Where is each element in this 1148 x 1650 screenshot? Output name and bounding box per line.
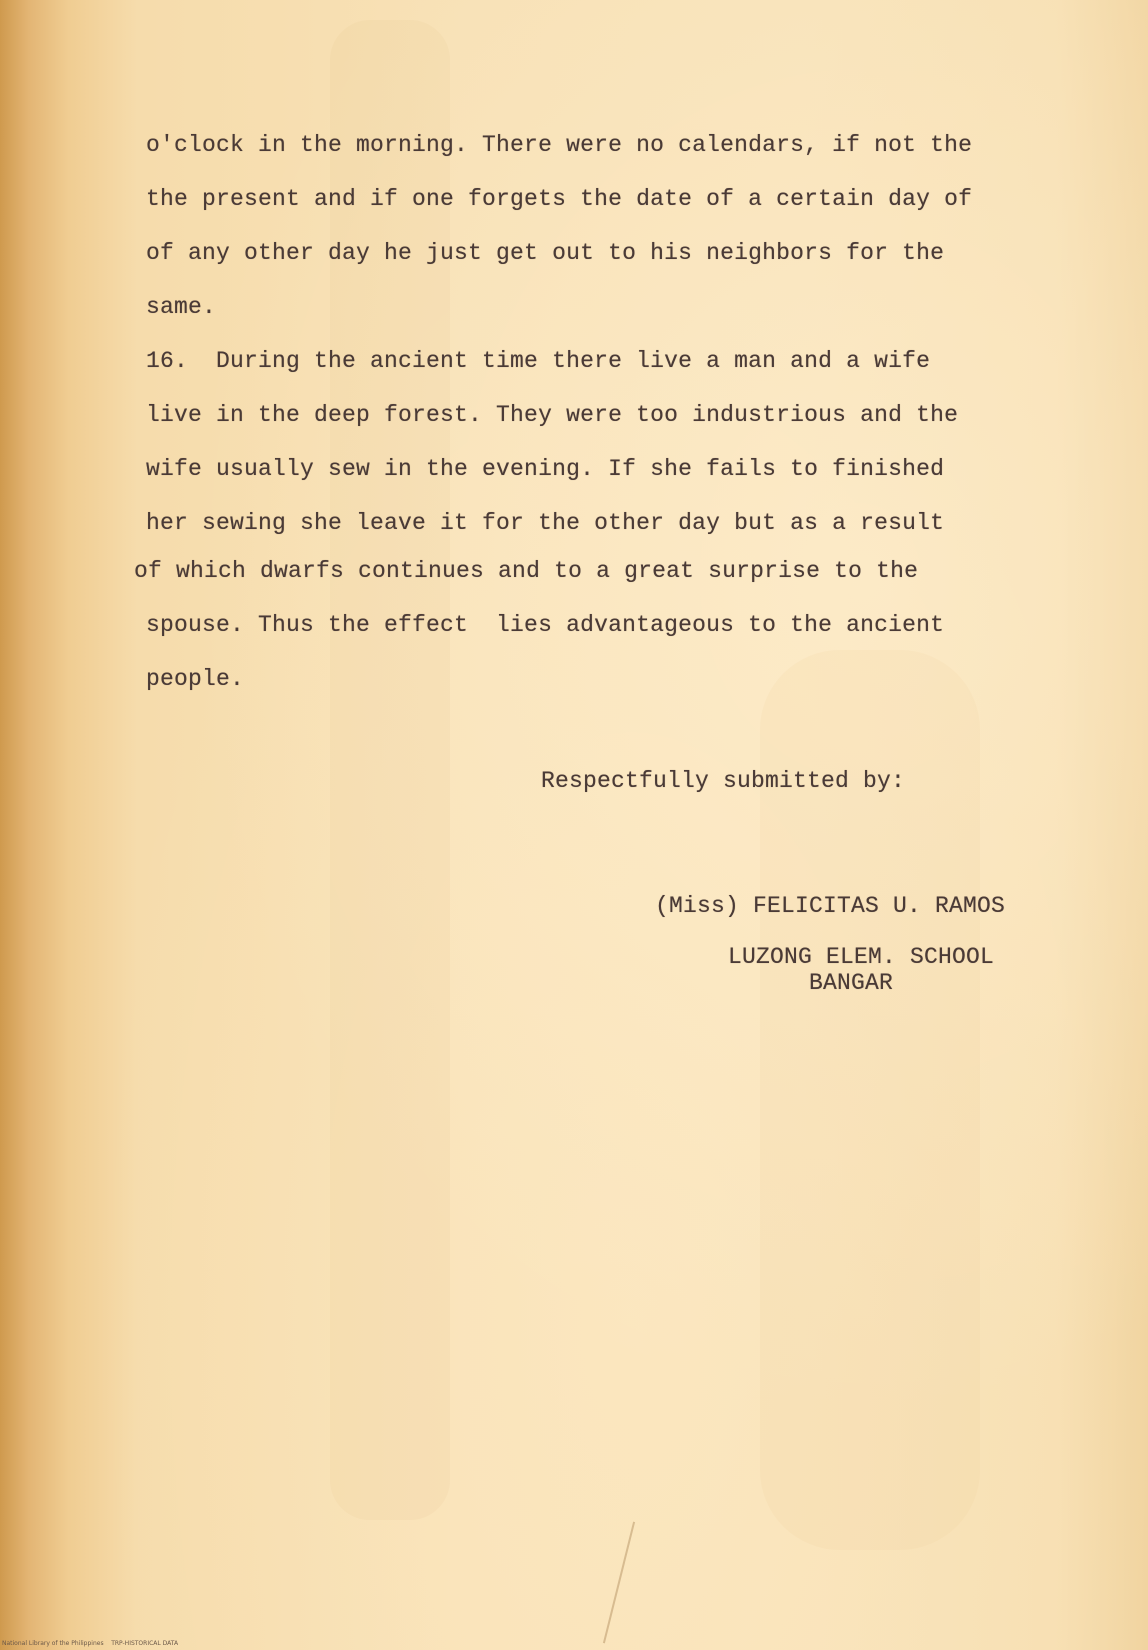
- body-line: same.: [146, 294, 217, 320]
- body-line: her sewing she leave it for the other day but as a result: [146, 510, 945, 536]
- signature-school: LUZONG ELEM. SCHOOL: [728, 944, 995, 970]
- signature-name: (Miss) FELICITAS U. RAMOS: [655, 893, 1006, 919]
- body-line: of any other day he just get out to his neighbors for the: [146, 240, 945, 266]
- body-line: 16. During the ancient time there live a man and a wife: [146, 348, 931, 374]
- body-line: o'clock in the morning. There were no calendars, if not the: [146, 132, 973, 158]
- footer-note: National Library of the Philippines TRP-HISTORICAL DATA: [2, 1640, 179, 1647]
- paper-crease: [603, 1522, 635, 1644]
- closing-line: Respectfully submitted by:: [541, 768, 906, 794]
- signature-town: BANGAR: [809, 970, 894, 996]
- body-line: the present and if one forgets the date of a certain day of: [146, 186, 973, 212]
- body-line: wife usually sew in the evening. If she fails to finished: [146, 456, 945, 482]
- body-line: of which dwarfs continues and to a great surprise to the: [134, 558, 919, 584]
- body-line: live in the deep forest. They were too industrious and the: [146, 402, 959, 428]
- body-line: spouse. Thus the effect lies advantageous to the ancient: [146, 612, 945, 638]
- body-line: people.: [146, 666, 245, 692]
